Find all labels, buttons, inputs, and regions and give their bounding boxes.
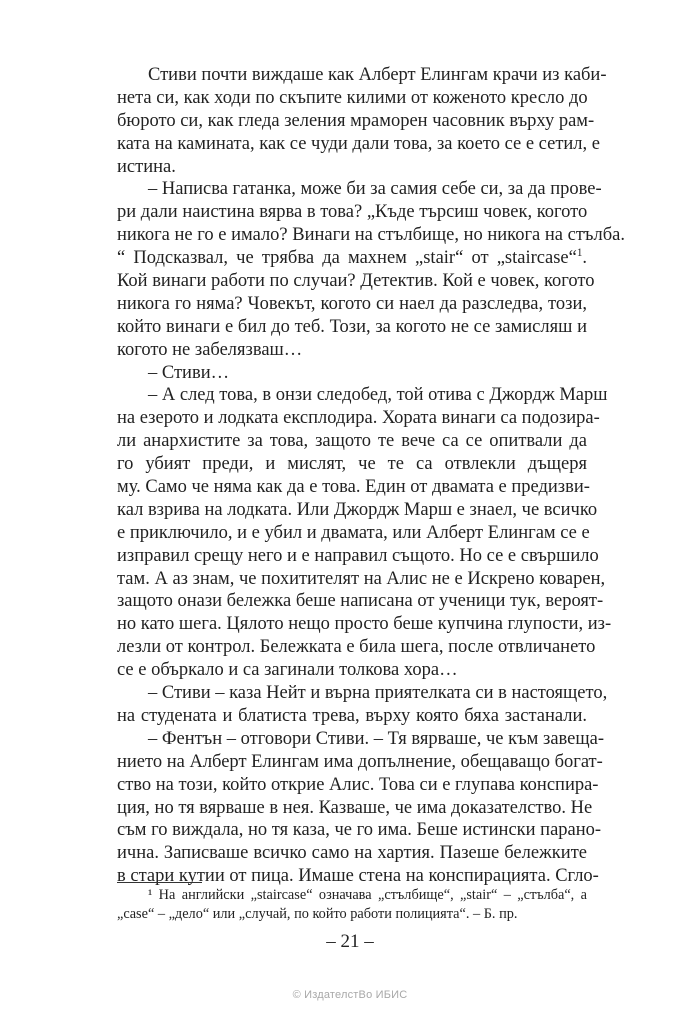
text-line: истина. [117,156,176,177]
body-text [117,64,625,888]
text-line: там. А аз знам, че похитителят на Алис не е Искрено коварен, [117,568,606,589]
footnote [117,886,587,924]
footnote-reference: 1 [576,246,583,259]
text-line: ство на този, който открие Алис. Това си е глупава конспира- [117,774,599,795]
text-line: на студената и блатиста трева, върху която бяха застанали. [117,705,587,726]
text-line: никога го няма? Човекът, когото си наел да разследва, този, [117,293,587,314]
text-line: лезли от контрол. Бележката е била шега, после отвличането [117,637,596,658]
text-line: е приключило, и е убил и двамата, или Алберт Елингам се е [117,522,590,543]
text-line: – Стиви… [148,362,230,383]
text-line: нета си, как ходи по скъпите килими от коженото кресло до [117,87,588,108]
text-line: на езерото и лодката експлодира. Хората винаги са подозира- [117,408,600,429]
text-line: никога не го е имало? Винаги на стълбище, но никога на стълба. [117,225,625,246]
text-line: ция, но тя вярваше в нея. Казваше, че има доказателство. Не [117,797,593,818]
text-line: Кой винаги работи по случаи? Детектив. Кой е човек, когото [117,271,595,292]
text-line: “ Подсказвал, че трябва да махнем „stair“ от „staircase“$^1$. [117,246,587,269]
text-line: ката на камината, как се чуди дали това, за което се е сетил, е [117,133,601,154]
text-line: който винаги е бил до теб. Този, за когото не се замисляш и [117,316,587,337]
footnote-line: „case“ – „дело“ или „случай, по който работи полицията“. – Б. пр. [117,906,518,922]
text-line: Стиви почти виждаше как Алберт Елингам крачи из каби- [148,65,607,85]
text-line: – Фентън – отговори Стиви. – Тя вярваше, че към завеща- [148,728,604,749]
text-line: съм го виждала, но тя каза, че го има. Беше истински парано- [117,820,602,841]
publisher-copyright: © ИздателстВо ИБИС [292,989,408,1001]
text-line: защото онази бележка беше написана от ученици тук, вероят- [117,591,604,612]
footnote-divider [117,882,202,883]
text-line: – А след това, в онзи следобед, той отива с Джордж Марш [148,385,608,406]
text-line: в стари кутии от пица. Имаше стена на конспирацията. Сгло- [117,866,599,887]
text-line: но като шега. Цялото нещо просто беше купчина глупости, из- [117,614,612,635]
text-line: кал взрива на лодката. Или Джордж Марш е знаел, че всичко [117,499,598,520]
text-line-content: “ Подсказвал, че трябва да махнем „stair“ от „staircase“ [117,248,577,269]
text-line: ли анархистите за това, защото те вече са се опитвали да [117,431,587,452]
text-line: го убият преди, и мислят, че те са отвлекли дъщеря [117,454,587,475]
page-number: – 21 – [326,931,374,952]
text-line: ична. Записваше всичко само на хартия. Пазеше бележките [117,843,587,864]
footnote-line: ¹ На английски „staircase“ означава „стълбище“, „stair“ – „стълба“, а [148,887,587,903]
text-line: изправил срещу него и е направил същото. Но се е свършило [117,545,599,566]
text-line: когото не забелязваш… [117,339,303,360]
text-line: ри дали наистина вярва в това? „Къде търсиш човек, когото [117,202,588,223]
text-line: – Написва гатанка, може би за самия себе си, за да прове- [148,179,602,200]
text-line: – Стиви – каза Нейт и върна приятелката си в настоящето, [148,683,608,704]
text-line: нието на Алберт Елингам има допълнение, обещаващо богат- [117,751,603,772]
text-line: бюрото си, как гледа зеления мраморен часовник върху рам- [117,110,595,131]
text-line: му. Само че няма как да е това. Един от двамата е предизви- [117,477,590,498]
text-line: се е объркало и са загинали толкова хора… [117,660,458,681]
